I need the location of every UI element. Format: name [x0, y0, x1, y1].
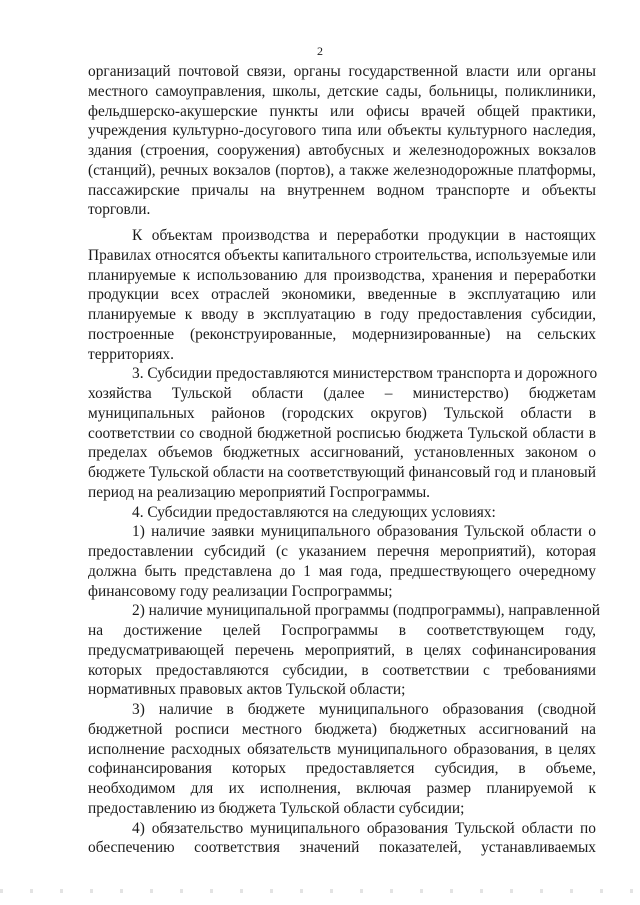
text-line: торговли.: [88, 201, 151, 219]
text-line: (станций), речных вокзалов (портов), а также железнодорожные платформы,: [88, 161, 596, 179]
text-line: 4) обязательство муниципального образования Тульской области по: [132, 819, 596, 837]
text-line: планируемые к использованию для производства, хранения и переработки: [88, 266, 596, 284]
text-line: 3. Субсидии предоставляются министерством транспорта и дорожного: [132, 365, 598, 383]
text-line: муниципальных районов (городских округов) Тульской области в: [88, 404, 596, 422]
text-line: местного самоуправления, школы, детские сады, больницы, поликлиники,: [88, 82, 596, 100]
text-line: период на реализацию мероприятий Госпрограммы.: [88, 483, 431, 501]
text-line: которых предоставляются субсидии, в соответствии с требованиями: [88, 661, 596, 679]
page-number: 2: [317, 44, 323, 58]
text-line: 1) наличие заявки муниципального образования Тульской области о: [132, 523, 596, 541]
text-line: соответствии со сводной бюджетной росписью бюджета Тульской области в: [88, 424, 596, 442]
text-line: на достижение целей Госпрограммы в соответствующем году,: [88, 622, 596, 639]
text-line: хозяйства Тульской области (далее – министерство) бюджетам: [88, 385, 596, 402]
text-line: должна быть представлена до 1 мая года, предшествующего очередному: [88, 562, 596, 580]
text-line: 4. Субсидии предоставляются на следующих условиях:: [132, 503, 496, 521]
text-line: предоставлении субсидий (с указанием перечня мероприятий), которая: [88, 543, 596, 560]
text-line: пассажирские причалы на внутреннем водном транспорте и объекты: [88, 181, 596, 199]
text-line: предоставлению из бюджета Тульской области субсидии;: [88, 799, 465, 817]
text-line: фельдшерско-акушерские пункты или офисы врачей общей практики,: [88, 102, 596, 120]
text-line: пределах объемов бюджетных ассигнований, установленных законом о: [88, 444, 596, 462]
text-line: нормативных правовых актов Тульской области;: [88, 681, 406, 699]
text-line: здания (строения, сооружения) автобусных и железнодорожных вокзалов: [88, 142, 596, 159]
text-line: 2) наличие муниципальной программы (подпрограммы), направленной: [132, 602, 601, 620]
body-text: [88, 62, 601, 858]
text-line: необходимом для их исполнения, включая размер планируемой к: [88, 780, 596, 797]
text-line: 3) наличие в бюджете муниципального образования (сводной: [132, 701, 596, 718]
text-line: Правилах относятся объекты капитального строительства, используемые или: [88, 246, 597, 264]
text-line: софинансирования которых предоставляется субсидия, в объеме,: [88, 760, 596, 778]
text-line: бюджетной росписи местного бюджета) бюджетных ассигнований на: [88, 720, 596, 738]
text-line: финансовому году реализации Госпрограммы;: [88, 582, 393, 600]
text-line: планируемые к вводу в эксплуатацию в году предоставления субсидии,: [88, 306, 596, 323]
text-line: обеспечению соответствия значений показателей, устанавливаемых: [88, 839, 596, 857]
text-line: бюджете Тульской области на соответствующий финансовый год и плановый: [88, 464, 596, 481]
text-line: организаций почтовой связи, органы государственной власти или органы: [88, 63, 596, 80]
text-line: исполнение расходных обязательств муниципального образования, в целях: [88, 740, 596, 758]
text-line: предусматривающей перечень мероприятий, в целях софинансирования: [88, 641, 596, 659]
text-line: территориях.: [88, 345, 174, 363]
text-line: К объектам производства и переработки продукции в настоящих: [132, 227, 596, 244]
text-line: учреждения культурно-досугового типа или объекты культурного наследия,: [88, 122, 596, 140]
text-line: продукции всех отраслей экономики, введенные в эксплуатацию или: [88, 286, 596, 304]
scan-artifact: [0, 889, 640, 893]
text-line: построенные (реконструированные, модернизированные) на сельских: [88, 325, 596, 343]
